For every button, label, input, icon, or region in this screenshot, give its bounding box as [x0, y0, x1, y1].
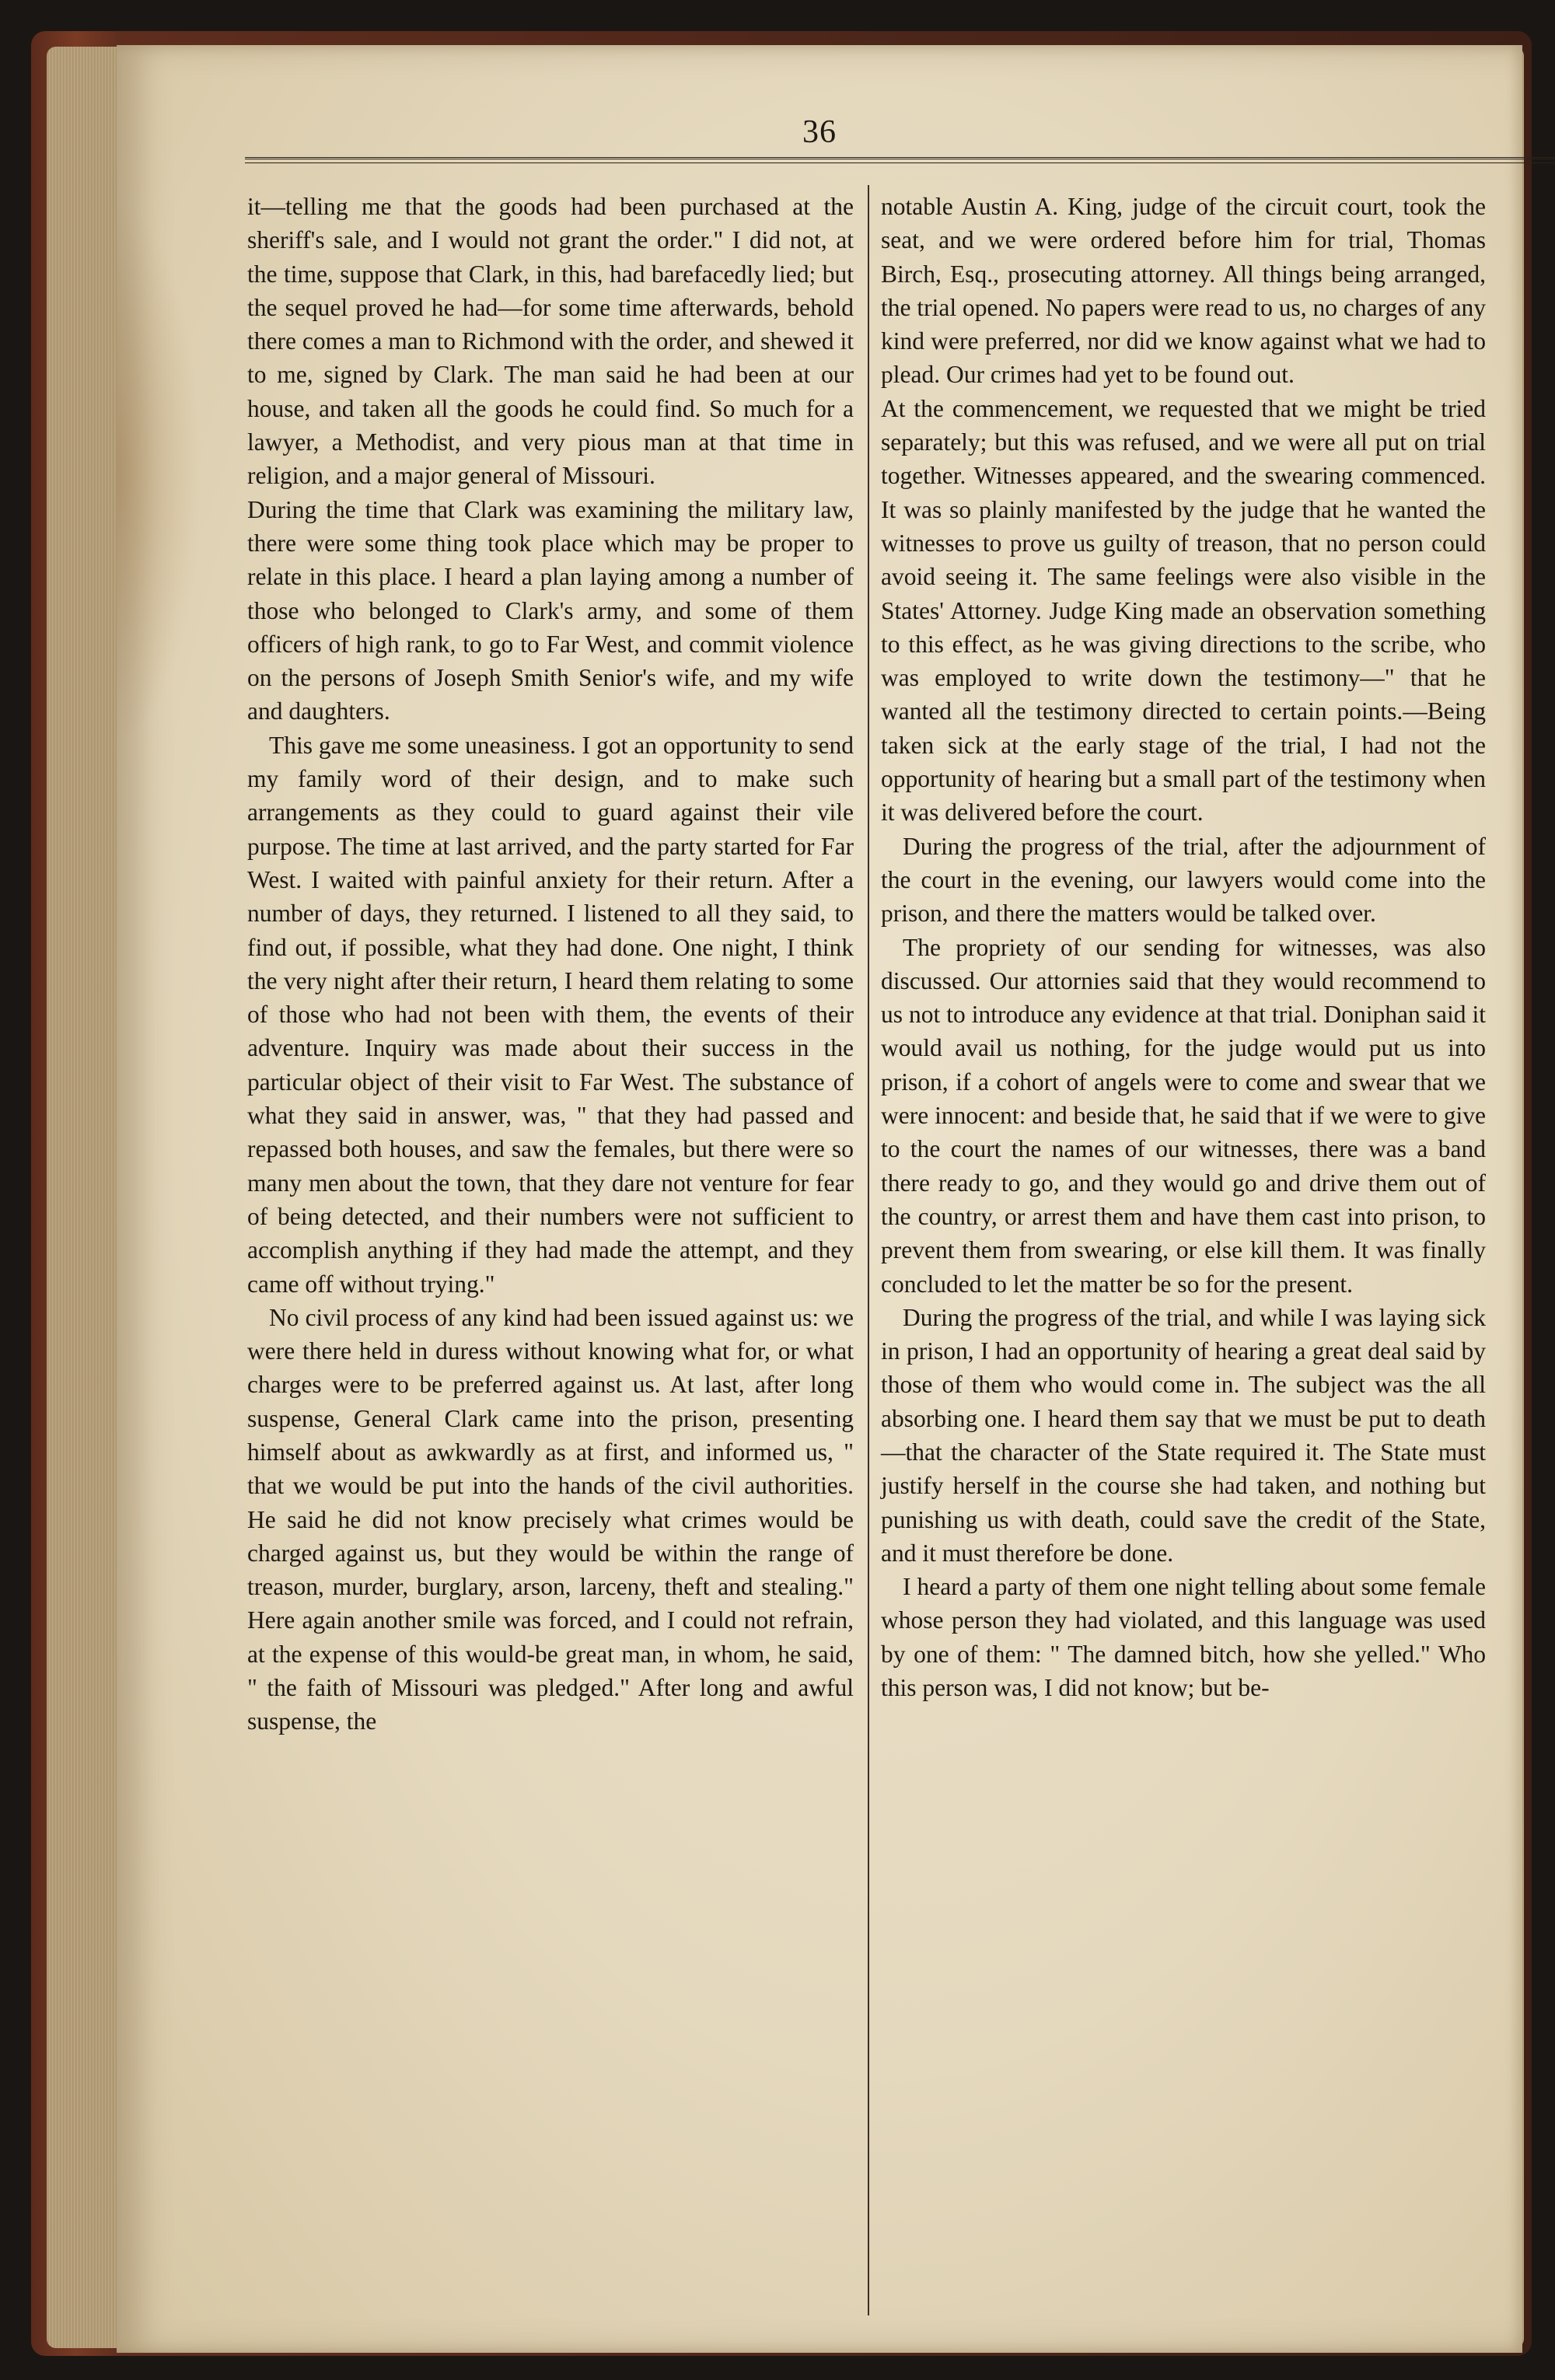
paragraph: During the progress of the trial, after the adjournment of the court in the evening, our lawyers would come into the prison, and there the matters would be talked over. — [881, 832, 1486, 928]
paragraph: During the time that Clark was examining the military law, there were some thing took place which may be proper to relate in this place. I heard a plan laying among a number of those who belonged to Clark's army, and some of them officers of high rank, to go to Far West, and commit violence on the persons of Joseph Smith Senior's wife, and my wife and daughters. — [247, 495, 854, 725]
header-rule — [245, 157, 1555, 163]
paragraph: This gave me some uneasiness. I got an opportunity to send my family word of their design, and to make such arrangements as they could to guard against their vile purpose. The time at last arrived, and the party started for Far West. I waited with painful anxiety for their return. After a number of days, they returned. I listened to all they said, to find out, if possible, what they had done. One night, I think the very night after their return, I heard them relating to some of those who had not been with them, the events of their adventure. Inquiry was made about their success in the particular object of their visit to Far West. The substance of what they said in answer, was, " that they had passed and repassed both houses, and saw the females, but there were so many men about the town, that they dare not venture for fear of being detected, and their numbers were not sufficient to accomplish anything if they had made the attempt, and they came off without trying." — [247, 731, 854, 1298]
page-number: 36 — [802, 114, 837, 150]
paragraph: The propriety of our sending for witnesses, was also discussed. Our attornies said that they would recommend to us not to introduce any evidence at that trial. Doniphan said it would avail us nothing, for the judge would put us into prison, if a cohort of angels were to come and swear that we were innocent: and beside that, he said that if we were to give to the court the names of our witnesses, there was a band there ready to go, and they would go and drive them out of the country, or arrest them and have them cast into prison, to prevent them from swearing, or else kill them. It was finally concluded to let the matter be so for the present. — [881, 933, 1486, 1298]
page-stain — [117, 201, 202, 745]
paragraph: At the commencement, we requested that we might be tried separately; but this was refused, and we were all put on trial together. Witnesses appeared, and the swearing commenced. It was so plainly manifested by the judge that he wanted the witnesses to prove us guilty of treason, that no person could avoid seeing it. The same feelings were also visible in the States' Attorney. Judge King made an observation something to this effect, as he was giving directions to the scribe, who was employed to write down the testimony—" that he wanted all the testimony directed to certain points.—Being taken sick at the early stage of the trial, I had not the opportunity of hearing but a small part of the testimony when it was delivered before the court. — [881, 394, 1486, 827]
paragraph: No civil process of any kind had been issued against us: we were there held in duress without knowing what for, or what charges were to be preferred against us. At last, after long suspense, General Clark came into the prison, presenting himself about as awkwardly as at first, and informed us, " that we would be put into the hands of the civil authorities. He said he did not know precisely what crimes would be charged against us, but they would be within the range of treason, murder, burglary, arson, larceny, theft and stealing." Here again another smile was forced, and I could not refrain, at the expense of this would-be great man, in whom, he said, " the faith of Missouri was pledged." After long and awful suspense, the — [247, 1303, 854, 1735]
right-column — [881, 190, 1486, 1704]
left-column — [247, 190, 854, 1739]
book-page — [117, 45, 1522, 2353]
paragraph: I heard a party of them one night telling about some female whose person they had violated, and this language was used by one of them: " The damned bitch, how she yelled." Who this person was, I did not know; but be- — [881, 1573, 1486, 1702]
column-divider — [868, 185, 869, 2315]
paragraph: notable Austin A. King, judge of the circuit court, took the seat, and we were ordered before him for trial, Thomas Birch, Esq., prosecuting attorney. All things being arranged, the trial opened. No papers were read to us, no charges of any kind were preferred, nor did we know against what we had to plead. Our crimes had yet to be found out. — [881, 193, 1486, 389]
paragraph: During the progress of the trial, and while I was laying sick in prison, I had an opportunity of hearing a great deal said by those of them who would come in. The subject was the all absorbing one. I heard them say that we must be put to death—that the character of the State required it. The State must justify herself in the course she had taken, and nothing but punishing us with death, could save the credit of the State, and it must therefore be done. — [881, 1303, 1486, 1567]
paragraph: it—telling me that the goods had been purchased at the sheriff's sale, and I would not grant the order." I did not, at the time, suppose that Clark, in this, had barefacedly lied; but the sequel proved he had—for some time afterwards, behold there comes a man to Richmond with the order, and shewed it to me, signed by Clark. The man said he had been at our house, and taken all the goods he could find. So much for a lawyer, a Methodist, and very pious man at that time in religion, and a major general of Missouri. — [247, 193, 854, 490]
